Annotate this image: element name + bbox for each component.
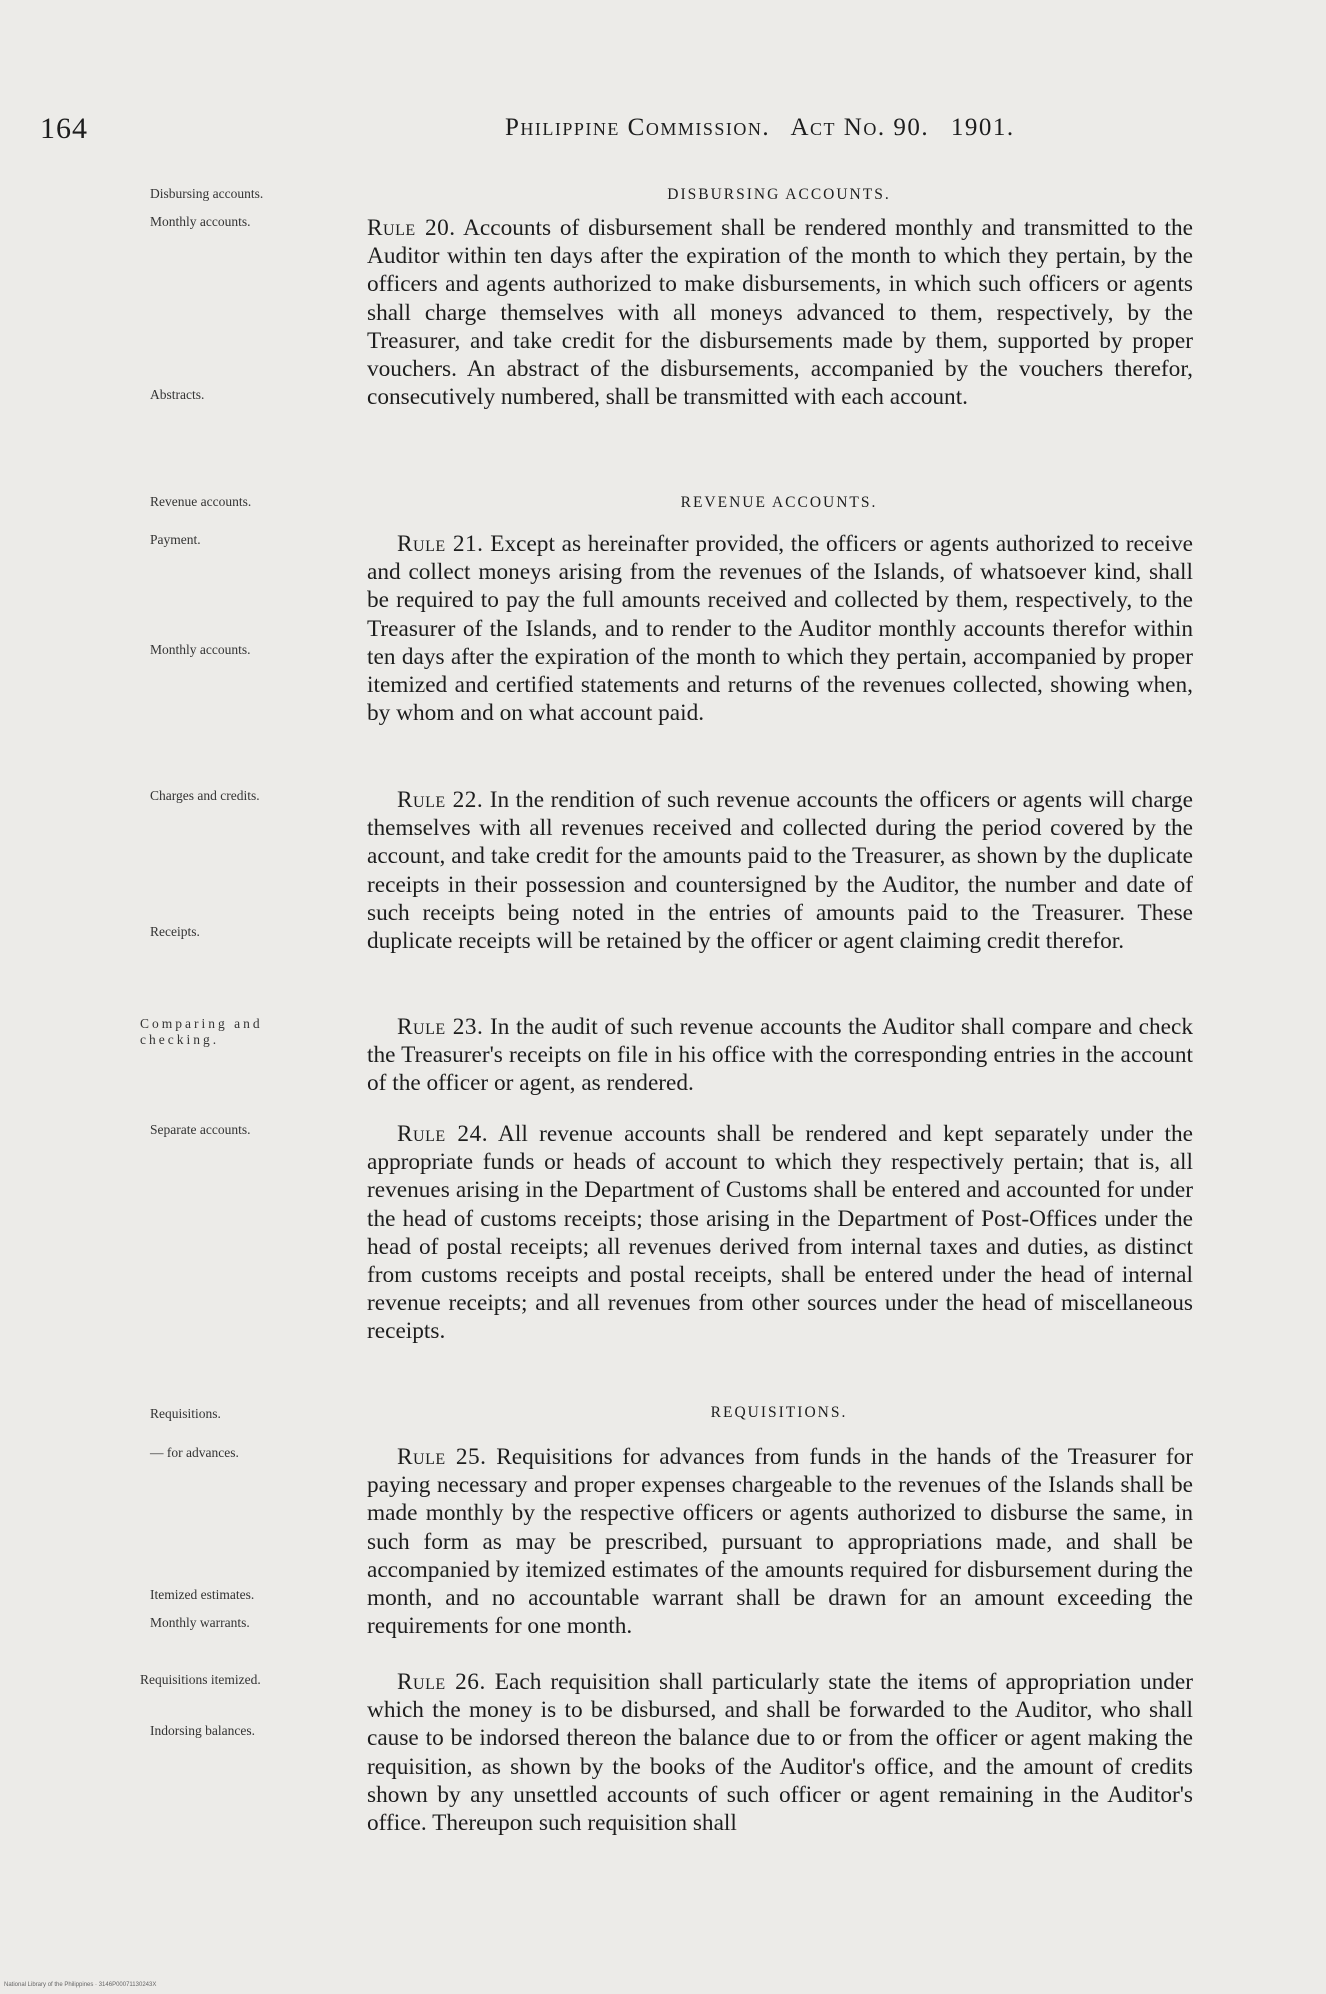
rule-label: Rule 20. (367, 215, 456, 241)
rule-20 (367, 214, 1193, 411)
margin-note: Monthly warrants. (150, 1615, 250, 1630)
rule-label: Rule 22. (397, 787, 484, 813)
act-number: Act No. 90. (790, 114, 930, 141)
rule-label: Rule 25. (397, 1444, 487, 1470)
margin-note: Abstracts. (150, 387, 205, 402)
rule-label: Rule 24. (397, 1121, 489, 1147)
margin-note: Monthly accounts. (150, 642, 251, 657)
rule-text: Requisitions for advances from funds in the hands of the Treasurer for paying necessary and proper expenses chargeable to the revenues of the Islands shall be made monthly by the respective officers or agents authorized to disburse the same, in such form as may be prescribed, pursuant to appropriations made, and shall be accompanied by itemized estimates of the amounts required for disbursement during the month, and no accountable warrant shall be drawn for an amount exceeding the requirements for one month. (367, 1444, 1193, 1640)
margin-note: Indorsing balances. (150, 1723, 255, 1738)
rule-24 (367, 1120, 1193, 1346)
rule-label: Rule 26. (397, 1669, 486, 1695)
rule-text: Each requisition shall particularly state the items of appropriation under which the money is to be disbursed, and shall be forwarded to the Auditor, who shall cause to be indorsed thereon the balance due to or from the officer or agent making the requisition, as shown by the books of the Auditor's office, and the amount of credits shown by any unsettled accounts of such officer or agent remaining in the Auditor's office. Thereupon such requisition shall (367, 1669, 1194, 1837)
margin-note: Revenue accounts. (150, 494, 252, 509)
rule-text: In the audit of such revenue accounts the Auditor shall compare and check the Treasurer's receipts on file in his office with the corresponding entries in the account of the officer or agent, as rendered. (367, 1014, 1194, 1097)
rule-21 (367, 530, 1193, 727)
rule-text: Accounts of disbursement shall be rendered monthly and transmitted to the Auditor within ten days after the expiration of the month to which they pertain, by the officers and agents authorized to make disbursements, in which such officers or agents shall charge themselves with all moneys advanced to them, respectively, by the Treasurer, and take credit for the disbursements made by them, supported by proper vouchers. An abstract of the disbursements, accompanied by the vouchers therefor, consecutively numbered, shall be transmitted with each account. (367, 215, 1193, 411)
header-year: 1901. (950, 114, 1015, 141)
margin-note: Payment. (150, 532, 201, 547)
section-heading: REQUISITIONS. (710, 1404, 848, 1421)
margin-note: Comparing and checking. (140, 1016, 263, 1047)
section-heading: DISBURSING ACCOUNTS. (667, 186, 891, 203)
rule-label: Rule 21. (397, 531, 484, 557)
rule-23 (367, 1013, 1193, 1098)
margin-note: Requisitions itemized. (140, 1672, 261, 1687)
margin-note: Receipts. (150, 924, 200, 939)
scan-footer: National Library of the Philippines · 3146P00071130243X (4, 1982, 157, 1988)
margin-note: Monthly accounts. (150, 214, 251, 229)
margin-note: Itemized estimates. (150, 1587, 255, 1602)
rule-26 (367, 1668, 1193, 1837)
margin-note: Requisitions. (150, 1406, 221, 1421)
section-heading: REVENUE ACCOUNTS. (680, 494, 878, 511)
rule-label: Rule 23. (397, 1014, 484, 1040)
margin-note: Separate accounts. (150, 1122, 251, 1137)
margin-note: — for advances. (150, 1445, 239, 1460)
margin-note: Charges and credits. (150, 788, 260, 803)
rule-22 (367, 786, 1193, 955)
running-title: Philippine Commission. (505, 114, 771, 141)
rule-25 (367, 1443, 1193, 1640)
margin-note: Disbursing accounts. (150, 186, 264, 201)
rule-text: In the rendition of such revenue accounts the officers or agents will charge themselves with all revenues received and collected during the period covered by the account, and take credit for the amounts paid to the Treasurer, as shown by the duplicate receipts in their possession and countersigned by the Auditor, the number and date of such receipts being noted in the entries of amounts paid to the Treasurer. These duplicate receipts will be retained by the officer or agent claiming credit therefor. (367, 787, 1193, 955)
rule-text: All revenue accounts shall be rendered and kept separately under the appropriate funds or heads of account to which they respectively pertain; that is, all revenues arising in the Department of Customs shall be entered and accounted for under the head of customs receipts; those arising in the Department of Post-Offices under the head of postal receipts; all revenues derived from internal taxes and duties, as distinct from customs receipts and postal receipts, shall be entered under the head of internal revenue receipts; and all revenues from other sources under the head of miscellaneous receipts. (367, 1121, 1193, 1345)
rule-text: Except as hereinafter provided, the officers or agents authorized to receive and collect moneys arising from the revenues of the Islands, of whatsoever kind, shall be required to pay the full amounts received and collected by them, respectively, to the Treasurer of the Islands, and to render to the Auditor monthly accounts therefor within ten days after the expiration of the month to which they pertain, accompanied by proper itemized and certified statements and returns of the revenues collected, showing when, by whom and on what account paid. (367, 531, 1193, 727)
running-header (505, 114, 1029, 142)
page-number: 164 (40, 112, 88, 145)
